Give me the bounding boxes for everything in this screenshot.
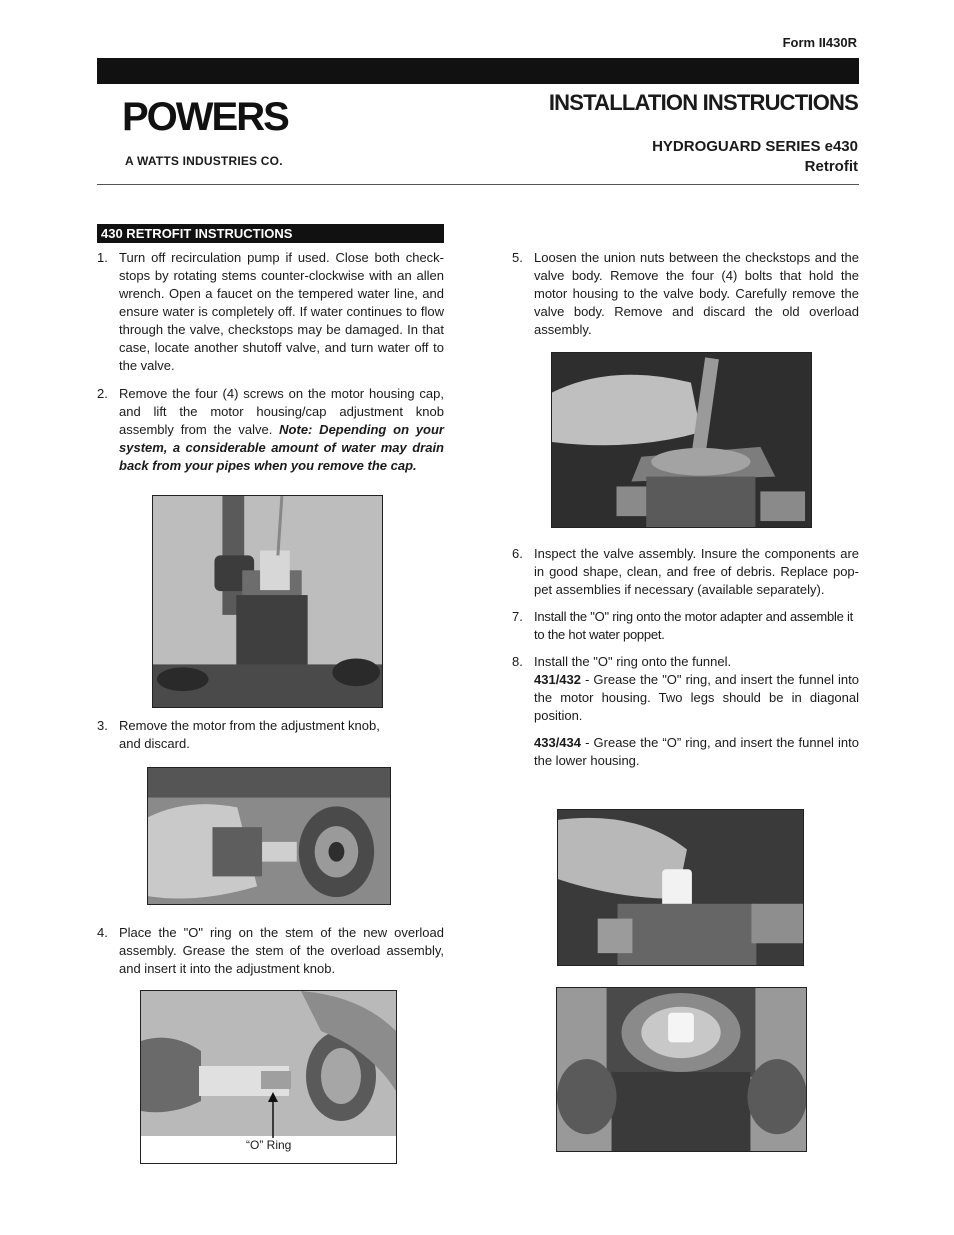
step-number: 4.	[97, 925, 108, 940]
step-5	[512, 249, 859, 339]
step-text: Remove the motor from the adjustment knob, and discard.	[119, 718, 380, 751]
form-number: Form II430R	[782, 35, 857, 50]
step-subtext: - Grease the "O" ring, and insert the funnel into the motor housing. Two legs should be in diagonal position.	[534, 672, 859, 723]
photo-install-funnel	[557, 809, 804, 966]
step-text: Remove the four (4) screws on the motor housing cap, and lift the motor housing/cap adjustment knob assembly from the valve.	[119, 386, 444, 437]
photo-funnel-installed	[556, 987, 807, 1152]
step-note: Note: Depending on your system, a considerable amount of water may drain back from your pipes when you remove the cap.	[119, 422, 444, 473]
step-number: 1.	[97, 250, 108, 265]
step-4	[97, 924, 444, 978]
step-1	[97, 249, 444, 375]
document-title: INSTALLATION INSTRUCTIONS	[548, 90, 858, 115]
step-text: Install the "O" ring onto the motor adapter and assemble it to the hot water poppet.	[534, 609, 853, 642]
photo-remove-valve-body	[551, 352, 812, 528]
model-label-433-434: 433/434	[534, 735, 581, 750]
series-name: HYDROGUARD SERIES e430	[652, 138, 858, 155]
step-6	[512, 545, 859, 599]
step-number: 5.	[512, 250, 523, 265]
section-heading: 430 RETROFIT INSTRUCTIONS	[97, 224, 444, 243]
model-label-431-432: 431/432	[534, 672, 581, 687]
step-number: 2.	[97, 386, 108, 401]
step-text: Place the "O" ring on the stem of the new overload assembly. Grease the stem of the overload assembly, and insert it into the adjustment knob.	[119, 925, 444, 976]
step-text: Turn off recirculation pump if used. Close both check-stops by rotating stems counter-clockwise with an allen wrench. Open a faucet on the tempered water line, and ensure water is completely off. If water continues to flow through the valve, checkstops may be damaged. In that case, locate another shutoff valve, and turn water off to the valve.	[119, 250, 444, 373]
oring-caption: “O” Ring	[246, 1138, 292, 1152]
step-8	[512, 653, 859, 770]
step-text: Install the "O" ring onto the funnel.	[534, 654, 732, 669]
step-text: Inspect the valve assembly. Insure the components are in good shape, clean, and free of debris. Replace pop-pet assemblies if necessary (available separately).	[534, 546, 859, 597]
step-number: 7.	[512, 609, 523, 624]
header-bar	[97, 58, 859, 84]
step-number: 3.	[97, 718, 108, 733]
step-number: 8.	[512, 654, 523, 669]
arrow-up-icon	[268, 1092, 278, 1140]
step-number: 6.	[512, 546, 523, 561]
step-2	[97, 385, 444, 475]
photo-remove-motor	[147, 767, 391, 905]
step-text: Loosen the union nuts between the checkstops and the valve body. Remove the four (4) bolts that hold the motor housing to the valve body. Carefully remove the valve body. Remove and discard the old overload assembly.	[534, 250, 859, 337]
company-logo: POWERS	[122, 95, 288, 139]
step-subtext: - Grease the “O” ring, and insert the funnel into the lower housing.	[534, 735, 859, 768]
photo-remove-cap	[152, 495, 383, 708]
logo-tagline: A WATTS INDUSTRIES CO.	[125, 154, 283, 168]
series-subtitle: Retrofit	[804, 158, 858, 175]
series-title	[652, 137, 858, 177]
step-3	[97, 717, 397, 753]
header-rule	[97, 184, 859, 185]
step-7	[512, 608, 859, 644]
